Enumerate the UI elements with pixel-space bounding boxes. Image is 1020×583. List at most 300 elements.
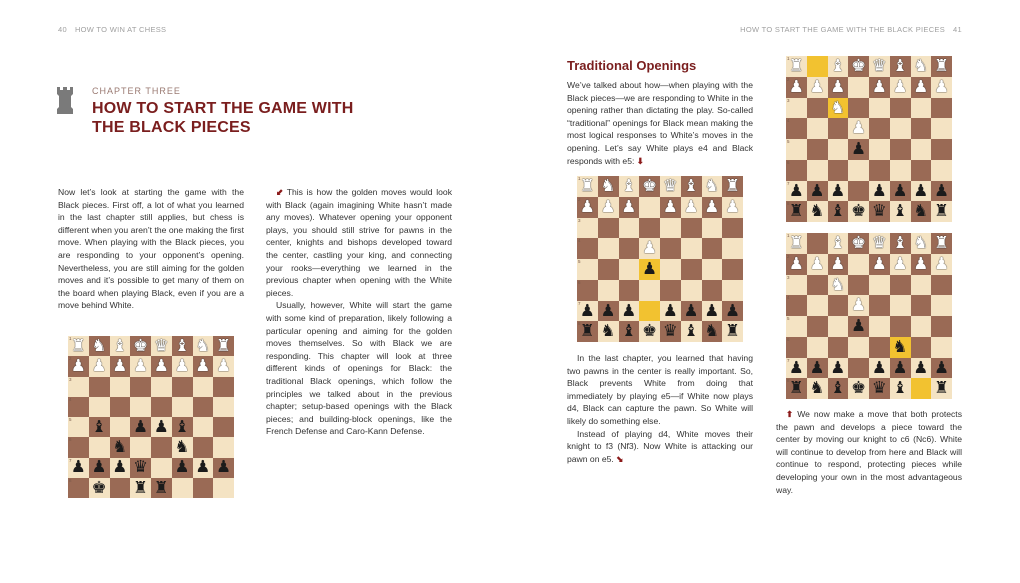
board-square [213, 336, 234, 356]
rank-label: 8 [787, 378, 790, 384]
board-square [577, 218, 598, 239]
board-square [807, 201, 828, 222]
board-square [577, 280, 598, 301]
white-pawn-icon: ♟ [830, 253, 846, 273]
board-square [911, 337, 932, 358]
board-square [786, 118, 807, 139]
white-bishop-icon: ♝ [174, 336, 190, 355]
white-bishop-icon: ♝ [683, 176, 699, 196]
right-col2-paragraph-1: We now make a move that both protects the pawn and develops a piece toward the center by moving our knight to c6 (Nc6). White will continue to develop from here and Black will continue to respond, protecting pieces while developing your own in the most advantageous way. [776, 409, 962, 495]
board-square [110, 356, 131, 376]
white-knight-icon: ♞ [91, 336, 107, 355]
black-pawn-icon: ♟ [704, 300, 720, 320]
board-square [193, 458, 214, 478]
board-square [828, 358, 849, 379]
black-rook-icon: ♜ [725, 321, 741, 341]
black-pawn-icon: ♟ [642, 259, 658, 279]
board-square [869, 181, 890, 202]
board-square [193, 397, 214, 417]
white-knight-icon: ♞ [830, 97, 846, 117]
board-square [890, 295, 911, 316]
board-square [660, 321, 681, 342]
board-square [807, 160, 828, 181]
board-square [911, 358, 932, 379]
black-queen-icon: ♛ [871, 378, 887, 398]
white-bishop-icon: ♝ [112, 336, 128, 355]
white-rook-icon: ♜ [934, 56, 950, 76]
white-king-icon: ♚ [133, 336, 149, 355]
board-square [577, 321, 598, 342]
board-square [619, 197, 640, 218]
board-square [911, 160, 932, 181]
board-square [786, 98, 807, 119]
left-col2-paragraph-2: Usually, however, White will start the game with some kind of preparation, likely following a particular opening and aiming for the golden moves themselves. So with Black we are responding. This chapter will look at three different kinds of openings for Black: the traditional Black openings, which follow the principles we talked about in the previous chapter; setup-based openings with the Black pieces; and building-block openings, like the French Defense and Caro-Kann Defense. [266, 300, 452, 437]
rank-label: 8 [69, 477, 72, 483]
board-square [807, 378, 828, 399]
white-pawn-icon: ♟ [153, 356, 169, 376]
board-square [828, 295, 849, 316]
board-square [848, 358, 869, 379]
white-pawn-icon: ♟ [934, 76, 950, 96]
white-pawn-icon: ♟ [934, 253, 950, 273]
black-pawn-icon: ♟ [851, 316, 867, 336]
white-pawn-icon: ♟ [892, 253, 908, 273]
board-square [931, 378, 952, 399]
board-square [807, 254, 828, 275]
black-pawn-icon: ♟ [809, 180, 825, 200]
board-square [848, 181, 869, 202]
board-square [890, 337, 911, 358]
board-square [577, 176, 598, 197]
board-square [890, 181, 911, 202]
white-bishop-icon: ♝ [830, 56, 846, 76]
white-pawn-icon: ♟ [662, 196, 678, 216]
board-square [660, 238, 681, 259]
white-bishop-icon: ♝ [892, 56, 908, 76]
black-bishop-icon: ♝ [830, 201, 846, 221]
arrow-diag2-icon: ⬊ [616, 453, 624, 464]
arrow-down-icon: ⬇ [636, 155, 644, 166]
board-square [911, 295, 932, 316]
board-square [722, 218, 743, 239]
board-square [848, 295, 869, 316]
left-running-title: HOW TO WIN AT CHESS [74, 25, 167, 34]
board-square [931, 77, 952, 98]
board-square [130, 356, 151, 376]
board-square [89, 478, 110, 498]
chapter-label: CHAPTER THREE [92, 86, 181, 96]
board-square [577, 259, 598, 280]
board-square [931, 201, 952, 222]
board-square [598, 238, 619, 259]
board-square [828, 139, 849, 160]
board-square [828, 337, 849, 358]
left-col2-paragraph-1: This is how the golden moves would look with Black (again imagining White hasn’t made any moves). Whatever opening your opponent plays, you should still strive for pawns in the center, knights and bishops developed toward the center, castling your king, and connecting your rooks—everything we learned in the previous chapter when opening with the White pieces. [266, 187, 453, 298]
white-pawn-icon: ♟ [70, 356, 86, 376]
board-square [660, 280, 681, 301]
board-square [931, 56, 952, 77]
board-square [681, 176, 702, 197]
board-square [619, 301, 640, 322]
board-square [890, 98, 911, 119]
black-knight-icon: ♞ [913, 201, 929, 221]
board-square [931, 295, 952, 316]
rank-label: 8 [578, 321, 581, 327]
board-square [869, 139, 890, 160]
board-golden-moves-black [68, 336, 234, 498]
white-knight-icon: ♞ [704, 176, 720, 196]
white-queen-icon: ♛ [153, 336, 169, 355]
board-square [786, 295, 807, 316]
board-square [68, 397, 89, 417]
board-square [130, 397, 151, 417]
board-square [931, 275, 952, 296]
board-square [68, 356, 89, 376]
black-knight-icon: ♞ [892, 336, 908, 356]
board-square [869, 233, 890, 254]
board-square [660, 259, 681, 280]
black-pawn-icon: ♟ [892, 357, 908, 377]
board-square [890, 275, 911, 296]
black-knight-icon: ♞ [809, 378, 825, 398]
board-square [110, 377, 131, 397]
black-pawn-icon: ♟ [871, 357, 887, 377]
board-square [848, 378, 869, 399]
board-square [890, 358, 911, 379]
board-square [213, 417, 234, 437]
black-pawn-icon: ♟ [830, 357, 846, 377]
board-square [639, 259, 660, 280]
board-square [660, 218, 681, 239]
board-square [786, 77, 807, 98]
black-pawn-icon: ♟ [579, 300, 595, 320]
right-column-2 [776, 408, 962, 496]
white-king-icon: ♚ [851, 233, 867, 253]
white-pawn-icon: ♟ [913, 76, 929, 96]
white-pawn-icon: ♟ [91, 356, 107, 376]
board-square [151, 478, 172, 498]
white-knight-icon: ♞ [913, 56, 929, 76]
rank-label: 3 [787, 97, 790, 103]
board-square [722, 301, 743, 322]
board-nf3 [786, 56, 952, 222]
right-col1-paragraph-2: In the last chapter, you learned that having two pawns in the center is really important. So, Black prevents White from doing that immediately by playing e5—if White now plays d4, Black can capture the pawn. So White will likely do something else. [567, 353, 753, 426]
left-page-number: 40 [58, 25, 67, 34]
board-square [786, 201, 807, 222]
white-bishop-icon: ♝ [830, 233, 846, 253]
board-square [598, 259, 619, 280]
board-square [151, 437, 172, 457]
black-pawn-icon: ♟ [788, 180, 804, 200]
board-square [931, 160, 952, 181]
board-square [848, 337, 869, 358]
white-rook-icon: ♜ [216, 336, 232, 355]
board-square [702, 238, 723, 259]
board-square [911, 254, 932, 275]
board-square [598, 176, 619, 197]
board-square [89, 437, 110, 457]
board-square [828, 254, 849, 275]
board-square [577, 238, 598, 259]
board-square [681, 218, 702, 239]
board-square [828, 56, 849, 77]
black-pawn-icon: ♟ [174, 457, 190, 477]
board-square [786, 378, 807, 399]
board-square [848, 118, 869, 139]
right-column-1-top [567, 79, 753, 167]
board-square [193, 336, 214, 356]
board-square [869, 201, 890, 222]
black-king-icon: ♚ [851, 201, 867, 221]
black-king-icon: ♚ [642, 321, 658, 341]
rank-label: 2 [787, 76, 790, 82]
board-square [807, 98, 828, 119]
board-square [848, 77, 869, 98]
white-pawn-icon: ♟ [725, 196, 741, 216]
black-rook-icon: ♜ [934, 201, 950, 221]
left-col1-paragraph: Now let’s look at starting the game with the Black pieces. First off, a lot of what you learned in the last chapter still applies, but chess is different when you aren’t the one making the first move. When playing with the Black pieces, you are responding to your opponent’s opening. Nevertheless, you are still aiming for the golden moves and it’s possible to get many of them on the board when playing Black, even if you are a move behind White. [58, 187, 244, 311]
white-rook-icon: ♜ [579, 176, 595, 196]
rank-label: 1 [787, 233, 790, 238]
board-square [807, 275, 828, 296]
board-square [68, 478, 89, 498]
rank-label: 7 [787, 357, 790, 363]
chapter-title: HOW TO START THE GAME WITH THE BLACK PIECES [92, 100, 354, 136]
right-running-head [740, 25, 962, 34]
board-square [172, 417, 193, 437]
board-square [931, 316, 952, 337]
black-pawn-icon: ♟ [934, 180, 950, 200]
board-square [911, 233, 932, 254]
board-square [702, 259, 723, 280]
white-queen-icon: ♛ [871, 233, 887, 253]
white-bishop-icon: ♝ [892, 233, 908, 253]
board-square [848, 98, 869, 119]
white-pawn-icon: ♟ [809, 253, 825, 273]
board-square [931, 358, 952, 379]
board-square [848, 316, 869, 337]
white-pawn-icon: ♟ [133, 356, 149, 376]
black-bishop-icon: ♝ [621, 321, 637, 341]
black-pawn-icon: ♟ [621, 300, 637, 320]
board-square [639, 238, 660, 259]
rank-label: 6 [69, 437, 72, 443]
white-pawn-icon: ♟ [913, 253, 929, 273]
board-square [828, 118, 849, 139]
black-pawn-icon: ♟ [70, 457, 86, 477]
board-square [130, 417, 151, 437]
black-bishop-icon: ♝ [892, 378, 908, 398]
black-pawn-icon: ♟ [809, 357, 825, 377]
board-square [68, 417, 89, 437]
board-square [828, 181, 849, 202]
board-square [619, 176, 640, 197]
rank-label: 3 [69, 376, 72, 382]
arrow-diag-icon: ⬋ [276, 187, 284, 197]
board-square [890, 254, 911, 275]
board-square [911, 275, 932, 296]
board-square [110, 437, 131, 457]
black-queen-icon: ♛ [133, 457, 149, 477]
board-square [828, 201, 849, 222]
board-square [702, 321, 723, 342]
board-square [193, 417, 214, 437]
board-square [807, 77, 828, 98]
white-knight-icon: ♞ [913, 233, 929, 253]
black-pawn-icon: ♟ [913, 357, 929, 377]
board-square [848, 201, 869, 222]
white-pawn-icon: ♟ [216, 356, 232, 376]
black-pawn-icon: ♟ [133, 417, 149, 436]
white-pawn-icon: ♟ [892, 76, 908, 96]
black-rook-icon: ♜ [579, 321, 595, 341]
board-square [786, 56, 807, 77]
board-square [577, 197, 598, 218]
left-column-2 [266, 186, 452, 438]
board-square [89, 417, 110, 437]
black-king-icon: ♚ [851, 378, 867, 398]
board-square [681, 301, 702, 322]
rank-label: 8 [787, 201, 790, 207]
board-square [151, 397, 172, 417]
rank-label: 4 [787, 295, 790, 301]
board-square [89, 377, 110, 397]
board-square [807, 295, 828, 316]
board-square [598, 218, 619, 239]
board-square [911, 56, 932, 77]
board-square [807, 56, 828, 77]
board-square [807, 139, 828, 160]
rank-label: 6 [787, 336, 790, 342]
board-square [828, 233, 849, 254]
rank-label: 3 [578, 217, 581, 223]
board-nc6 [786, 233, 952, 399]
board-square [702, 301, 723, 322]
board-square [890, 56, 911, 77]
white-knight-icon: ♞ [195, 336, 211, 355]
board-square [869, 98, 890, 119]
board-square [848, 233, 869, 254]
board-square [619, 218, 640, 239]
board-square [213, 478, 234, 498]
board-square [869, 118, 890, 139]
board-square [213, 356, 234, 376]
board-square [911, 118, 932, 139]
board-square [598, 197, 619, 218]
board-square [722, 238, 743, 259]
board-square [869, 358, 890, 379]
black-pawn-icon: ♟ [91, 457, 107, 477]
board-square [110, 397, 131, 417]
black-rook-icon: ♜ [788, 201, 804, 221]
left-running-head [58, 25, 166, 34]
board-square [911, 201, 932, 222]
white-king-icon: ♚ [642, 176, 658, 196]
board-square [68, 336, 89, 356]
white-pawn-icon: ♟ [195, 356, 211, 376]
board-square [598, 301, 619, 322]
board-square [931, 98, 952, 119]
board-square [151, 336, 172, 356]
black-pawn-icon: ♟ [851, 139, 867, 159]
board-square [110, 336, 131, 356]
white-pawn-icon: ♟ [788, 76, 804, 96]
rank-label: 7 [578, 300, 581, 306]
right-column-1-bottom [567, 352, 753, 465]
board-square [619, 238, 640, 259]
rank-label: 7 [69, 457, 72, 463]
black-knight-icon: ♞ [809, 201, 825, 221]
board-square [828, 77, 849, 98]
board-square [911, 316, 932, 337]
board-square [702, 197, 723, 218]
white-rook-icon: ♜ [725, 176, 741, 196]
board-square [172, 377, 193, 397]
black-pawn-icon: ♟ [788, 357, 804, 377]
board-square [869, 77, 890, 98]
black-pawn-icon: ♟ [683, 300, 699, 320]
board-square [639, 197, 660, 218]
board-square [911, 139, 932, 160]
black-bishop-icon: ♝ [683, 321, 699, 341]
board-square [193, 377, 214, 397]
rank-label: 4 [69, 396, 72, 402]
black-knight-icon: ♞ [600, 321, 616, 341]
rank-label: 5 [787, 139, 790, 144]
black-pawn-icon: ♟ [934, 357, 950, 377]
board-square [848, 56, 869, 77]
rook-icon [56, 86, 74, 114]
board-square [722, 197, 743, 218]
white-pawn-icon: ♟ [704, 196, 720, 216]
white-pawn-icon: ♟ [642, 238, 658, 258]
black-pawn-icon: ♟ [830, 180, 846, 200]
board-square [786, 139, 807, 160]
board-square [890, 77, 911, 98]
board-square [151, 458, 172, 478]
board-square [807, 118, 828, 139]
board-square [848, 254, 869, 275]
right-page-number: 41 [953, 25, 962, 34]
board-square [172, 397, 193, 417]
board-square [193, 356, 214, 376]
right-running-title: HOW TO START THE GAME WITH THE BLACK PIECES [740, 25, 946, 34]
white-pawn-icon: ♟ [579, 196, 595, 216]
board-e4-e5 [577, 176, 743, 342]
board-square [639, 218, 660, 239]
board-square [151, 356, 172, 376]
board-square [890, 118, 911, 139]
board-square [213, 437, 234, 457]
black-rook-icon: ♜ [934, 378, 950, 398]
board-square [68, 377, 89, 397]
board-square [931, 139, 952, 160]
board-square [869, 295, 890, 316]
board-square [869, 275, 890, 296]
board-square [848, 160, 869, 181]
board-square [911, 98, 932, 119]
board-square [68, 458, 89, 478]
board-square [172, 437, 193, 457]
board-square [639, 301, 660, 322]
board-square [213, 397, 234, 417]
board-square [681, 197, 702, 218]
rank-label: 1 [69, 336, 72, 341]
board-square [848, 275, 869, 296]
board-square [172, 356, 193, 376]
black-pawn-icon: ♟ [725, 300, 741, 320]
black-queen-icon: ♛ [871, 201, 887, 221]
